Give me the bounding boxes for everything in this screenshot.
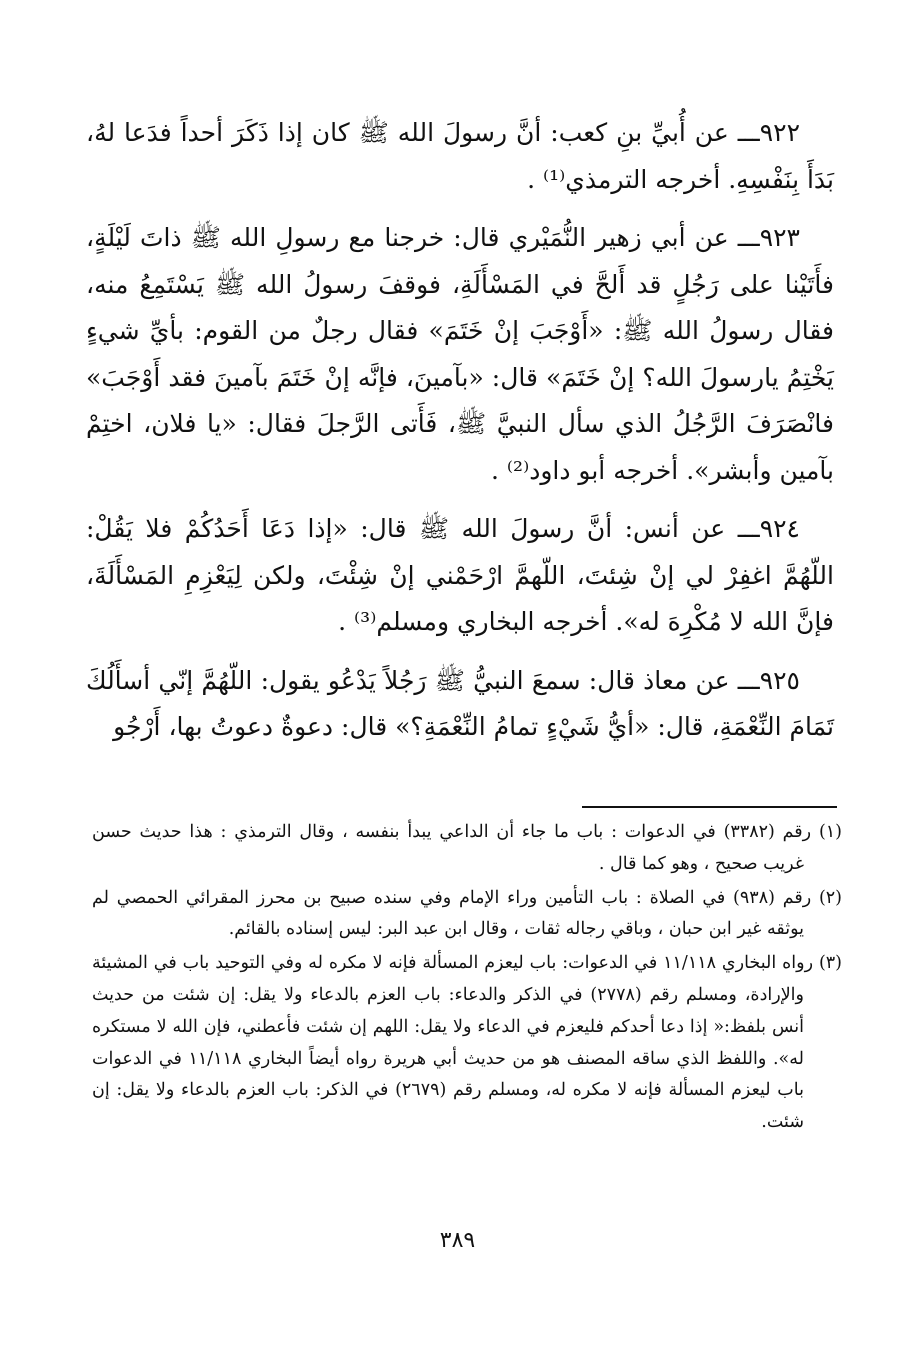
hadith-text: عن أنس: أنَّ رسولَ الله ﷺ قال: «إذا دَعَا أَحَدُكُمْ فلا يَقُلْ: اللّهُمَّ اغفِرْ لي إنْ شِئتَ، اللّهمَّ ارْحَمْني إنْ شِئْتَ، ولكن لِيَعْزِمِ المَسْأَلَةَ، فإنَّ الله لا مُكْرِهَ له». أخرجه البخاري ومسلم⁽³⁾ .: [86, 514, 834, 636]
footnote-3: [92, 948, 842, 1139]
hadith-text: عن أبي زهير النُّمَيْري قال: خرجنا مع رسولِ الله ﷺ ذاتَ لَيْلَةٍ، فأَتَيْنا على رَجُلٍ قد أَلحَّ في المَسْأَلَةِ، فوقفَ رسولُ الله ﷺ يَسْتَمِعُ منه، فقال رسولُ الله ﷺ: «أَوْجَبَ إنْ خَتَمَ» فقال رجلٌ من القوم: بأيِّ شيءٍ يَخْتِمُ يارسولَ الله؟ إنْ خَتَمَ» قال: «بآمينَ، فإنَّه إنْ خَتَمَ بآمينَ فقد أَوْجَبَ» فانْصَرَفَ الرَّجُلُ الذي سأل النبيَّ ﷺ، فَأَتى الرَّجلَ فقال: «يا فلان، اختِمْ بآمين وأبشر». أخرجه أبو داود⁽²⁾ .: [86, 223, 834, 485]
footnote-separator: [582, 806, 837, 808]
hadith-923: [86, 215, 834, 494]
hadith-925: [86, 658, 834, 751]
footnote-1: [92, 817, 842, 881]
footnote-marker: (٢): [818, 887, 842, 908]
main-text: [86, 110, 834, 763]
footnote-text: رواه البخاري ١١/١١٨ في الدعوات: باب ليعزم المسألة فإنه لا مكره له وفي التوحيد باب في المشيئة والإرادة، ومسلم رقم (٢٧٧٨) في الذكر والدعاء: باب العزم بالدعاء ولا يقل: إن شئت من حديث أنس بلفظ:« إذا دعا أحدكم فليعزم في الدعاء ولا يقل: اللهم إن شئت فأعطني، فإن الله لا مستكره له». واللفظ الذي ساقه المصنف هو من حديث أبي هريرة رواه أيضاً البخاري ١١/١١٨ في الدعوات باب ليعزم المسألة فإنه لا مكره له، ومسلم رقم (٢٦٧٩) في الذكر: باب العزم بالدعاء ولا يقل: إن شئت.: [92, 953, 814, 1133]
footnote-marker: (٣): [818, 953, 842, 974]
footnote-2: [92, 883, 842, 947]
hadith-text: عن معاذ قال: سمعَ النبيُّ ﷺ رَجُلاً يَدْعُو يقول: اللّهُمَّ إنّي أسأَلُكَ تَمَامَ النِّعْمَةِ، قال: «أيُّ شَيْءٍ تمامُ النِّعْمَةِ؟» قال: دعوةٌ دعوتُ بها، أَرْجُو: [86, 665, 834, 741]
hadith-number: ٩٢٣ـــ: [737, 223, 800, 252]
footnote-marker: (١): [818, 822, 842, 842]
hadith-number: ٩٢٤ـــ: [737, 514, 800, 543]
footnote-text: رقم (٣٣٨٢) في الدعوات : باب ما جاء أن الداعي يبدأ بنفسه ، وقال الترمذي : هذا حديث حسن غريب صحيح ، وهو كما قال .: [92, 822, 812, 874]
page-number: ٣٨٩: [439, 1228, 476, 1253]
footnote-text: رقم (٩٣٨) في الصلاة : باب التأمين وراء الإمام وفي سنده صبيح بن محرز المقرائي الحمصي لم يوثقه غير ابن حبان ، وباقي رجاله ثقات ، وقال ابن عبد البر: ليس إسناده بالقائم.: [92, 887, 812, 940]
hadith-number: ٩٢٥ـــ: [737, 665, 800, 695]
footnotes: [92, 817, 842, 1141]
hadith-924: [86, 506, 834, 646]
hadith-number: ٩٢٢ـــ: [737, 118, 801, 147]
hadith-text: عن أُبيِّ بنِ كعب: أنَّ رسولَ الله ﷺ كان إذا ذَكَرَ أحداً فدَعا لهُ، بَدَأَ بِنَفْسِهِ. أخرجه الترمذي⁽¹⁾ .: [86, 118, 834, 194]
hadith-922: [86, 110, 834, 203]
